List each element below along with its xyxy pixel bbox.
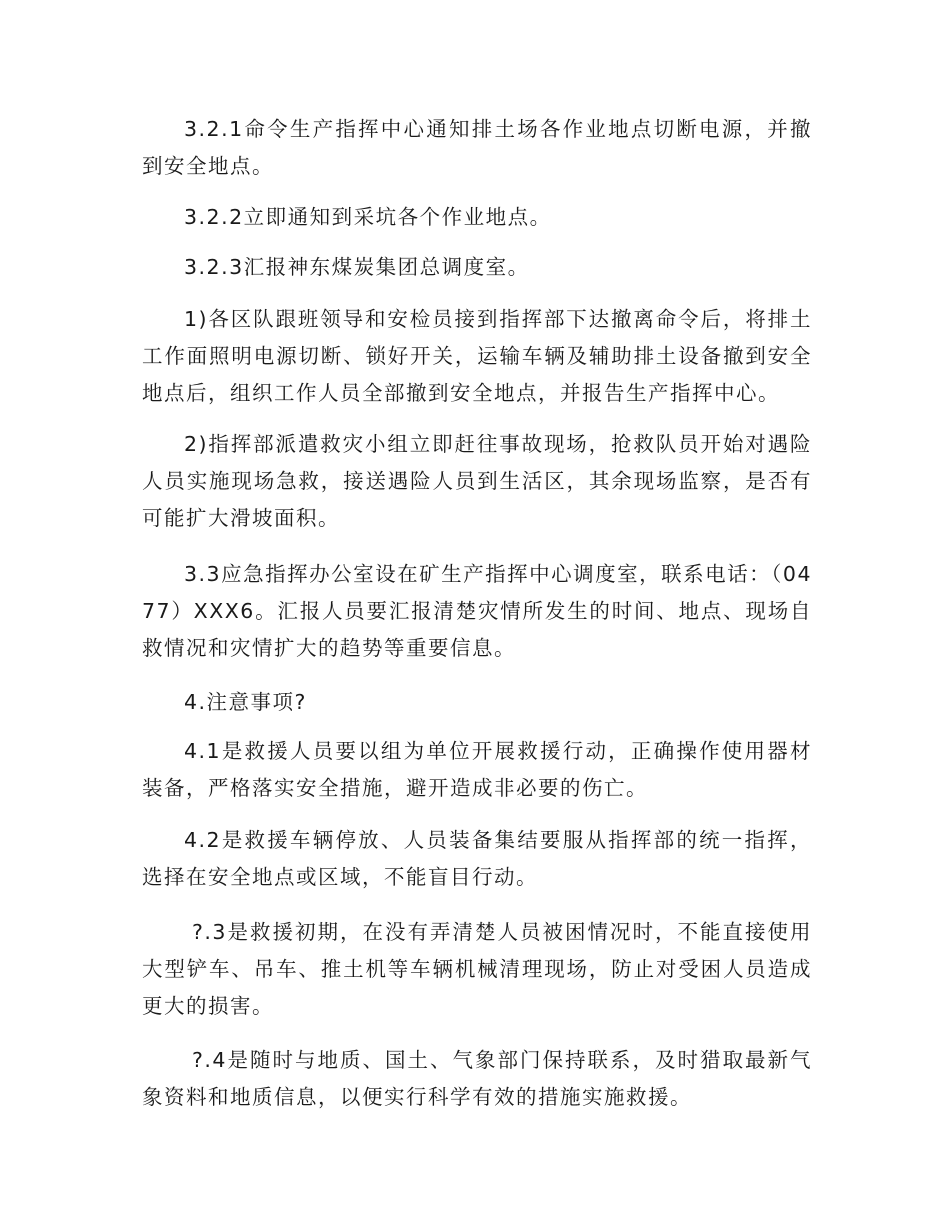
paragraph-3-2-3: 3.2.3汇报神东煤炭集团总调度室。 [184,255,530,279]
paragraph-3-2-1: 3.2.1命令生产指挥中心通知排土场各作业地点切断电源，并撤到安全地点。 [142,117,812,178]
paragraph-4-2: 4.2是救援车辆停放、人员装备集结要服从指挥部的统一指挥，选择在安全地点或区域，不能盲目行动。 [142,828,812,889]
paragraph-4-3: ?.3是救援初期，在没有弄清楚人员被困情况时，不能直接使用大型铲车、吊车、推土机等车辆机械清理现场，防止对受困人员造成更大的损害。 [142,920,812,1018]
paragraph-item-1: 1)各区队跟班领导和安检员接到指挥部下达撤离命令后，将排土工作面照明电源切断、锁好开关，运输车辆及辅助排土设备撤到安全地点后，组织工作人员全部撤到安全地点，并报告生产指挥中心。 [142,307,812,405]
paragraph-4-4: ?.4是随时与地质、国土、气象部门保持联系，及时猎取最新气象资料和地质信息，以便实行科学有效的措施实施救援。 [142,1048,812,1109]
section-heading-4: 4.注意事项? [184,690,307,714]
paragraph-3-3: 3.3应急指挥办公室设在矿生产指挥中心调度室，联系电话：（0477）XXX6。汇报人员要汇报清楚灾情所发生的时间、地点、现场自救情况和灾情扩大的趋势等重要信息。 [142,562,812,660]
paragraph-item-2: 2)指挥部派遣救灾小组立即赶往事故现场，抢救队员开始对遇险人员实施现场急救，接送遇险人员到生活区，其余现场监察，是否有可能扩大滑坡面积。 [142,432,812,530]
paragraph-3-2-2: 3.2.2立即通知到采坑各个作业地点。 [184,205,552,229]
paragraph-4-1: 4.1是救援人员要以组为单位开展救援行动，正确操作使用器材装备，严格落实安全措施，避开造成非必要的伤亡。 [142,739,812,800]
